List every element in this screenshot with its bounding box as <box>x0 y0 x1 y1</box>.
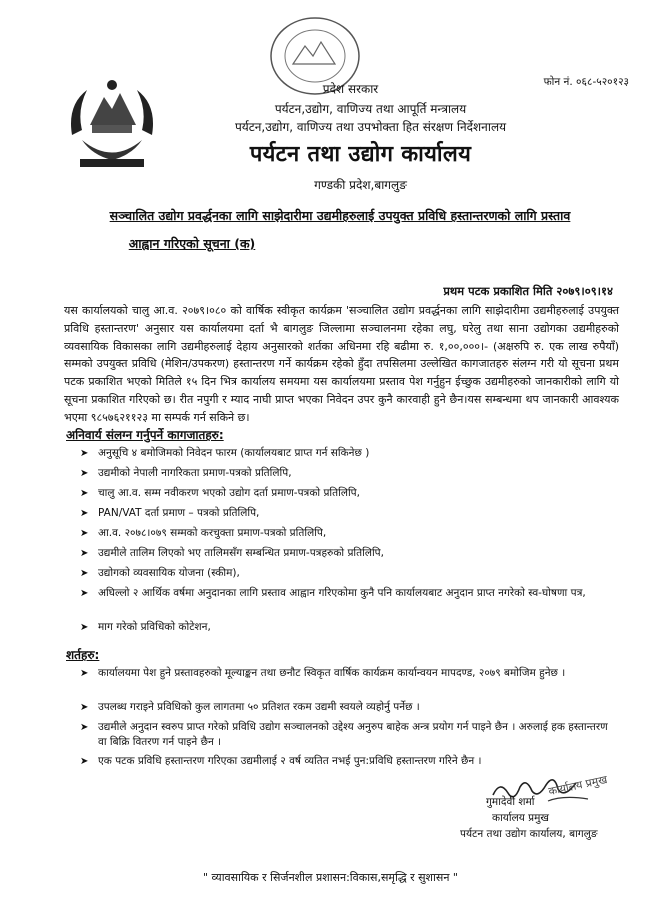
conditions-heading: शर्तहरु: <box>66 648 100 662</box>
arrow-bullet-icon: ➤ <box>80 528 89 539</box>
condition-item: ➤ एक पटक प्रविधि हस्तान्तरण गरिएका उद्यमीलाई २ वर्ष व्यतित नभई पुन:प्रविधि हस्तान्तरण गरिने छैन । <box>80 755 482 767</box>
condition-item: ➤ उद्यमीले अनुदान स्वरुप प्राप्त गरेको प्रविधि उद्योग सञ्चालनको उद्देश्य अनुरुप बाहेक अन्त्र प्रयोग गर्न पाइने छैन । अरुलाई हक हस्तान्तरण वा बिक्रि वितरण गर्न पाइने छैन । <box>80 721 608 748</box>
documents-heading: अनिवार्य संलग्न गर्नुपर्ने कागजातहरु: <box>66 428 224 442</box>
arrow-bullet-icon: ➤ <box>80 568 89 579</box>
signature-stamp-text: कार्यालय प्रमुख <box>547 772 609 799</box>
signatory-designation: कार्यालय प्रमुख <box>492 812 549 824</box>
arrow-bullet-icon: ➤ <box>80 468 89 479</box>
arrow-bullet-icon: ➤ <box>80 488 89 499</box>
arrow-bullet-icon: ➤ <box>80 622 89 633</box>
header-line-1: प्रदेश सरकार <box>322 82 379 96</box>
arrow-bullet-icon: ➤ <box>80 702 89 713</box>
arrow-bullet-icon: ➤ <box>80 448 89 459</box>
document-item: ➤ उद्यमीको नेपाली नागरिकता प्रमाण-पत्रको प्रतिलिपि, <box>80 467 292 479</box>
arrow-bullet-icon: ➤ <box>80 722 89 733</box>
arrow-bullet-icon: ➤ <box>80 756 89 767</box>
header-line-3: पर्यटन,उद्योग, वाणिज्य तथा उपभोक्ता हित संरक्षण निर्देशनालय <box>234 120 507 134</box>
notice-title-line-2: आह्वान गरिएको सूचना (क) <box>128 236 256 251</box>
notice-title-line-1: सञ्चालित उद्योग प्रवर्द्धनका लागि साझेदारीमा उद्यमीहरुलाई उपयुक्त प्रविधि हस्तान्तरणको लागि प्रस्ताव <box>109 208 571 223</box>
document-item: ➤ अनुसूचि ४ बमोजिमको निवेदन फारम (कार्यालयबाट प्राप्त गर्न सकिनेछ ) <box>80 447 370 459</box>
document-item: ➤ अघिल्लो २ आर्थिक वर्षमा अनुदानका लागि प्रस्ताव आह्वान गरिएकोमा कुनै पनि कार्यालयबाट अनुदान प्राप्त नगरेको स्व-घोषणा पत्र, <box>80 587 586 599</box>
arrow-bullet-icon: ➤ <box>80 668 89 679</box>
document-item: ➤ आ.व. २०७८।०७९ सम्मको करचुक्ता प्रमाण-पत्रको प्रतिलिपि, <box>80 527 327 539</box>
document-item: ➤ उद्यमीले तालिम लिएको भए तालिमसँग सम्बन्धित प्रमाण-पत्रहरुको प्रतिलिपि, <box>80 547 384 559</box>
signatory-office: पर्यटन तथा उद्योग कार्यालय, बागलुङ <box>460 828 598 840</box>
notice-body: यस कार्यालयको चालु आ.व. २०७९।०८० को वार्षिक स्वीकृत कार्यक्रम 'सञ्चालित उद्योग प्रवर्द्धनका लागि साझेदारीमा उद्यमीहरुलाई उपयुक्त प्रविधि हस्तान्तरण' अनुसार यस कार्यालयमा दर्ता भै बागलुङ जिल्लामा सञ्चालनमा रहेका लघु, घरेलु तथा साना उद्योगका उद्यमीहरुको व्यवसायिक विकासका लागि उद्यमीहरुलाई देहाय अनुसारको शर्तका अधिनमा रहि बढीमा रु. १,००,०००।- (अक्षरुपि रु. एक लाख रुपैयाँ) सम्मको उपयुक्त प्रविधि (मेशिन/उपकरण) हस्तान्तरण गर्ने कार्यक्रम रहेको हुँदा तपसिलमा उल्लेखित कागजातहरु संलग्न गरी यो सूचना प्रथम पटक प्रकाशित भएको मितिले १५ दिन भित्र कार्यालय समयमा यस कार्यालयमा प्रस्ताव पेश गर्नुहुन ईच्छुक उद्यमीहरुको जानकारीको लागि यो सूचना प्रकाशित गरिएको छ। रीत नपुगी र म्याद नाघी प्राप्त भएका निवेदन उपर कुनै कारवाही हुने छैन।यस सम्बन्धमा थप जानकारी आवश्यक भएमा ९८५७६२११२३ मा सम्पर्क गर्न सकिने छ। <box>64 304 619 424</box>
header-line-2: पर्यटन,उद्योग, वाणिज्य तथा आपूर्ति मन्त्रालय <box>274 102 467 116</box>
document-item: ➤ उद्योगको व्यवसायिक योजना (स्कीम), <box>80 567 240 579</box>
document-item: ➤ माग गरेको प्रविधिको कोटेशन, <box>80 621 211 633</box>
arrow-bullet-icon: ➤ <box>80 548 89 559</box>
office-title: पर्यटन तथा उद्योग कार्यालय <box>249 142 472 167</box>
phone-number: फोन नं. ०६८-५२०१२३ <box>543 76 629 88</box>
condition-item: ➤ कार्यालयमा पेश हुने प्रस्तावहरुको मूल्याङ्कन तथा छनौट स्विकृत वार्षिक कार्यक्रम कार्यान्वयन मापदण्ड, २०७९ बमोजिम हुनेछ । <box>80 667 566 679</box>
arrow-bullet-icon: ➤ <box>80 508 89 519</box>
publish-date: प्रथम पटक प्रकाशित मिति २०७९।०९।१४ <box>443 284 613 298</box>
footer-slogan: " व्यावसायिक र सिर्जनशील प्रशासन:विकास,समृद्धि र सुशासन " <box>203 871 458 884</box>
document-item: ➤ चालु आ.व. सम्म नवीकरण भएको उद्योग दर्ता प्रमाण-पत्रको प्रतिलिपि, <box>80 487 360 499</box>
arrow-bullet-icon: ➤ <box>80 588 89 599</box>
document-item: ➤ PAN/VAT दर्ता प्रमाण – पत्रको प्रतिलिपि, <box>80 507 260 519</box>
signatory-name: गुमादेवी शर्मा <box>486 796 535 808</box>
office-location: गण्डकी प्रदेश,बागलुङ <box>314 178 407 192</box>
condition-item: ➤ उपलब्ध गराइने प्रविधिको कुल लागतमा ५० प्रतिशत रकम उद्यमी स्वयले व्यहोर्नु पर्नेछ । <box>80 701 420 713</box>
